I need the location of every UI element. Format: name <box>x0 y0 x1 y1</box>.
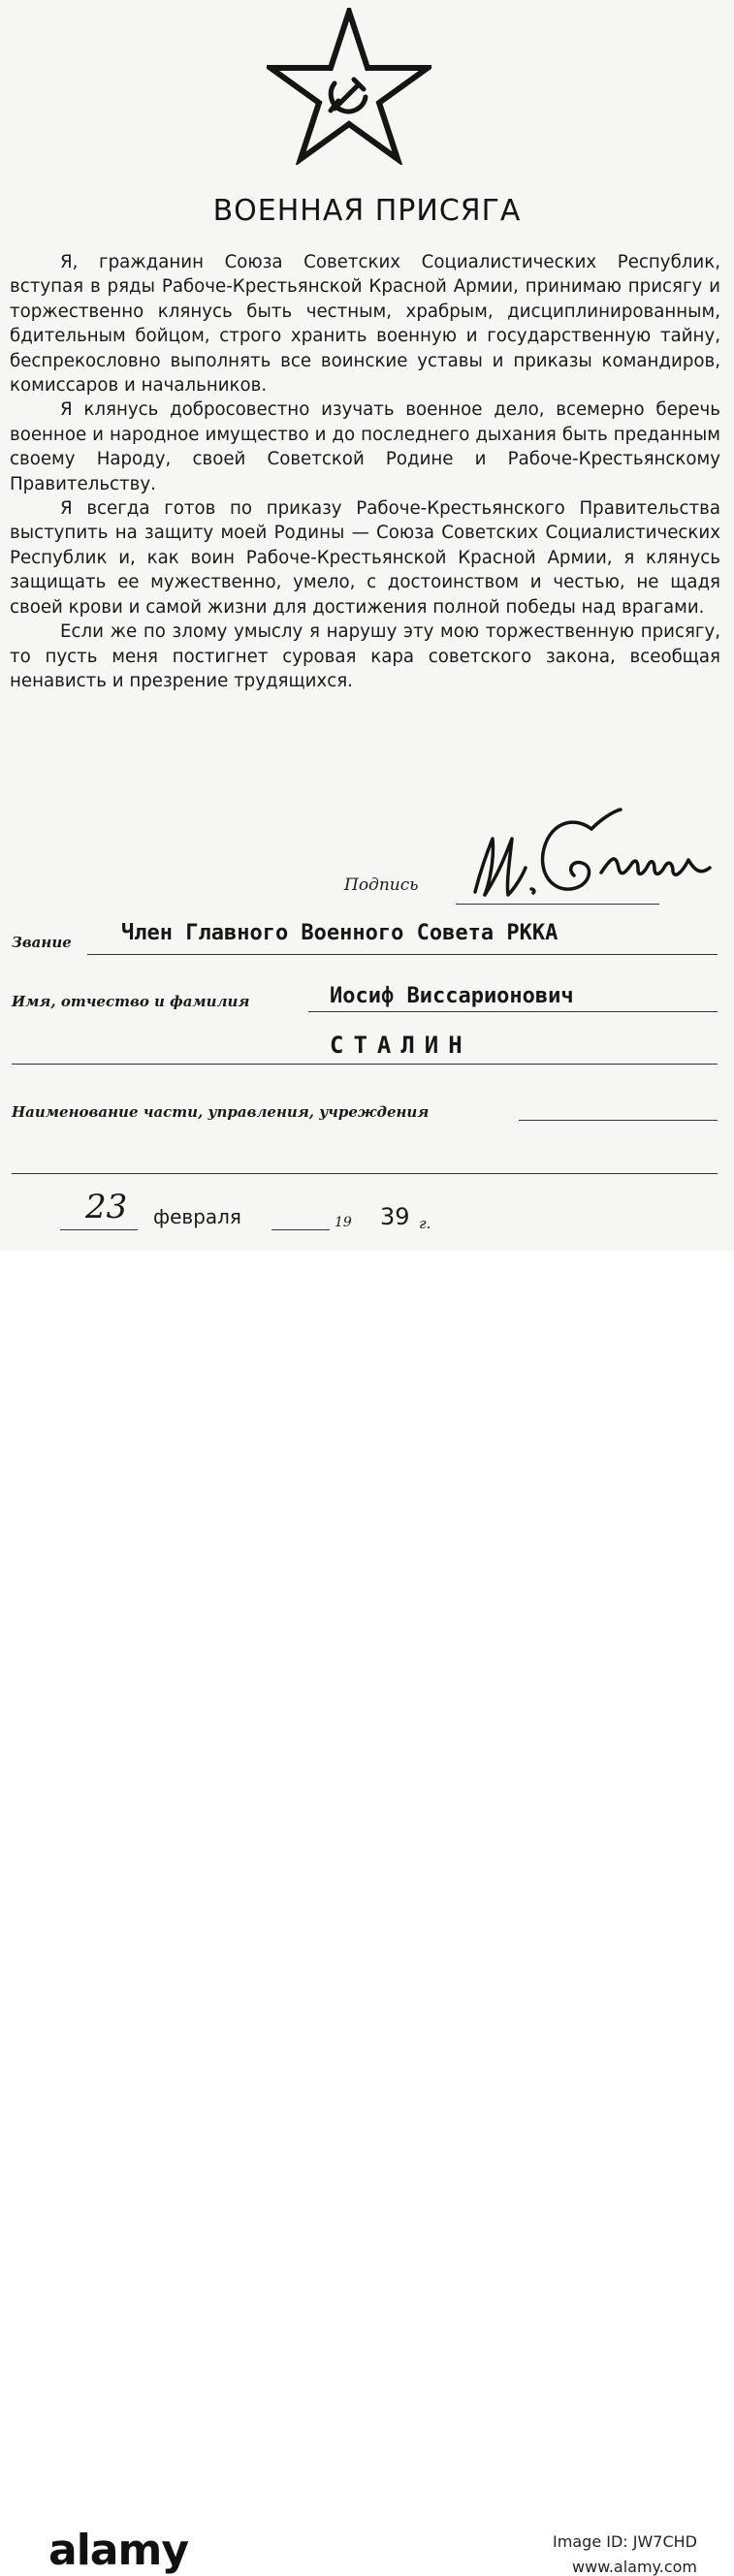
date-month-line <box>271 1229 330 1230</box>
surname-underline <box>12 1064 718 1065</box>
alamy-logo: alamy <box>48 2526 188 2575</box>
surname-value: СТАЛИН <box>330 1032 472 1059</box>
name-underline <box>308 1011 718 1012</box>
unit-label: Наименование части, управления, учреждения <box>12 1103 430 1121</box>
date-year-prefix: 19 <box>335 1215 352 1230</box>
oath-document <box>0 0 734 1251</box>
date-suffix: г. <box>419 1215 431 1232</box>
rank-label: Звание <box>12 934 72 951</box>
date-day-line <box>60 1229 138 1230</box>
oath-text <box>10 250 720 693</box>
oath-paragraph-2: Я клянусь добросовестно изучать военное дело, всемерно беречь военное и народное имущество и до последнего дыхания быть преданным своему Народу, своей Советской Родине и Рабоче-Крестьянскому Правительству. <box>10 399 720 494</box>
document-title: ВОЕННАЯ ПРИСЯГА <box>212 194 522 228</box>
oath-paragraph-4: Если же по злому умыслу я нарушу эту мою торжественную присягу, то пусть меня постигнет суровая кара советского закона, всеобщая ненависть и презрение трудящихся. <box>10 621 720 691</box>
unit-underline <box>519 1120 718 1121</box>
star-emblem-icon <box>267 8 431 165</box>
image-id: Image ID: JW7CHD <box>553 2532 697 2551</box>
name-value: Иосиф Виссарионович <box>330 984 574 1008</box>
hammer-sickle-icon <box>331 80 366 111</box>
date-month: февраля <box>153 1205 241 1228</box>
rank-underline <box>87 954 718 955</box>
date-year: 39 <box>380 1203 410 1230</box>
oath-paragraph-1: Я, гражданин Союза Советских Социалистических Республик, вступая в ряды Рабоче-Крестьянской Красной Армии, принимаю присягу и торжественно клянусь быть честным, храбрым, дисциплинированным, бдительным бойцом, строго хранить военную и государственную тайну, беспрекословно выполнять все воинские уставы и приказы командиров, комиссаров и начальников. <box>10 252 720 397</box>
date-day: 23 <box>85 1188 128 1226</box>
unit-second-line <box>12 1173 718 1174</box>
oath-paragraph-3: Я всегда готов по приказу Рабоче-Крестьянского Правительства выступить на защиту моей Родины — Союза Советских Социалистических Республик и, как воин Рабоче-Крестьянской Красной Армии, я клянусь защищать ее мужественно, умело, с достоинством и честью, не щадя своей крови и самой жизни для достижения полной победы над врагами. <box>10 498 720 618</box>
watermark-footer <box>0 1251 734 2576</box>
signature-label: Подпись <box>344 875 419 895</box>
name-label: Имя, отчество и фамилия <box>12 993 250 1010</box>
rank-value: Член Главного Военного Совета РККА <box>121 921 558 945</box>
signature-line <box>456 904 659 905</box>
site-url: www.alamy.com <box>572 2558 697 2576</box>
handwritten-signature <box>446 800 727 911</box>
